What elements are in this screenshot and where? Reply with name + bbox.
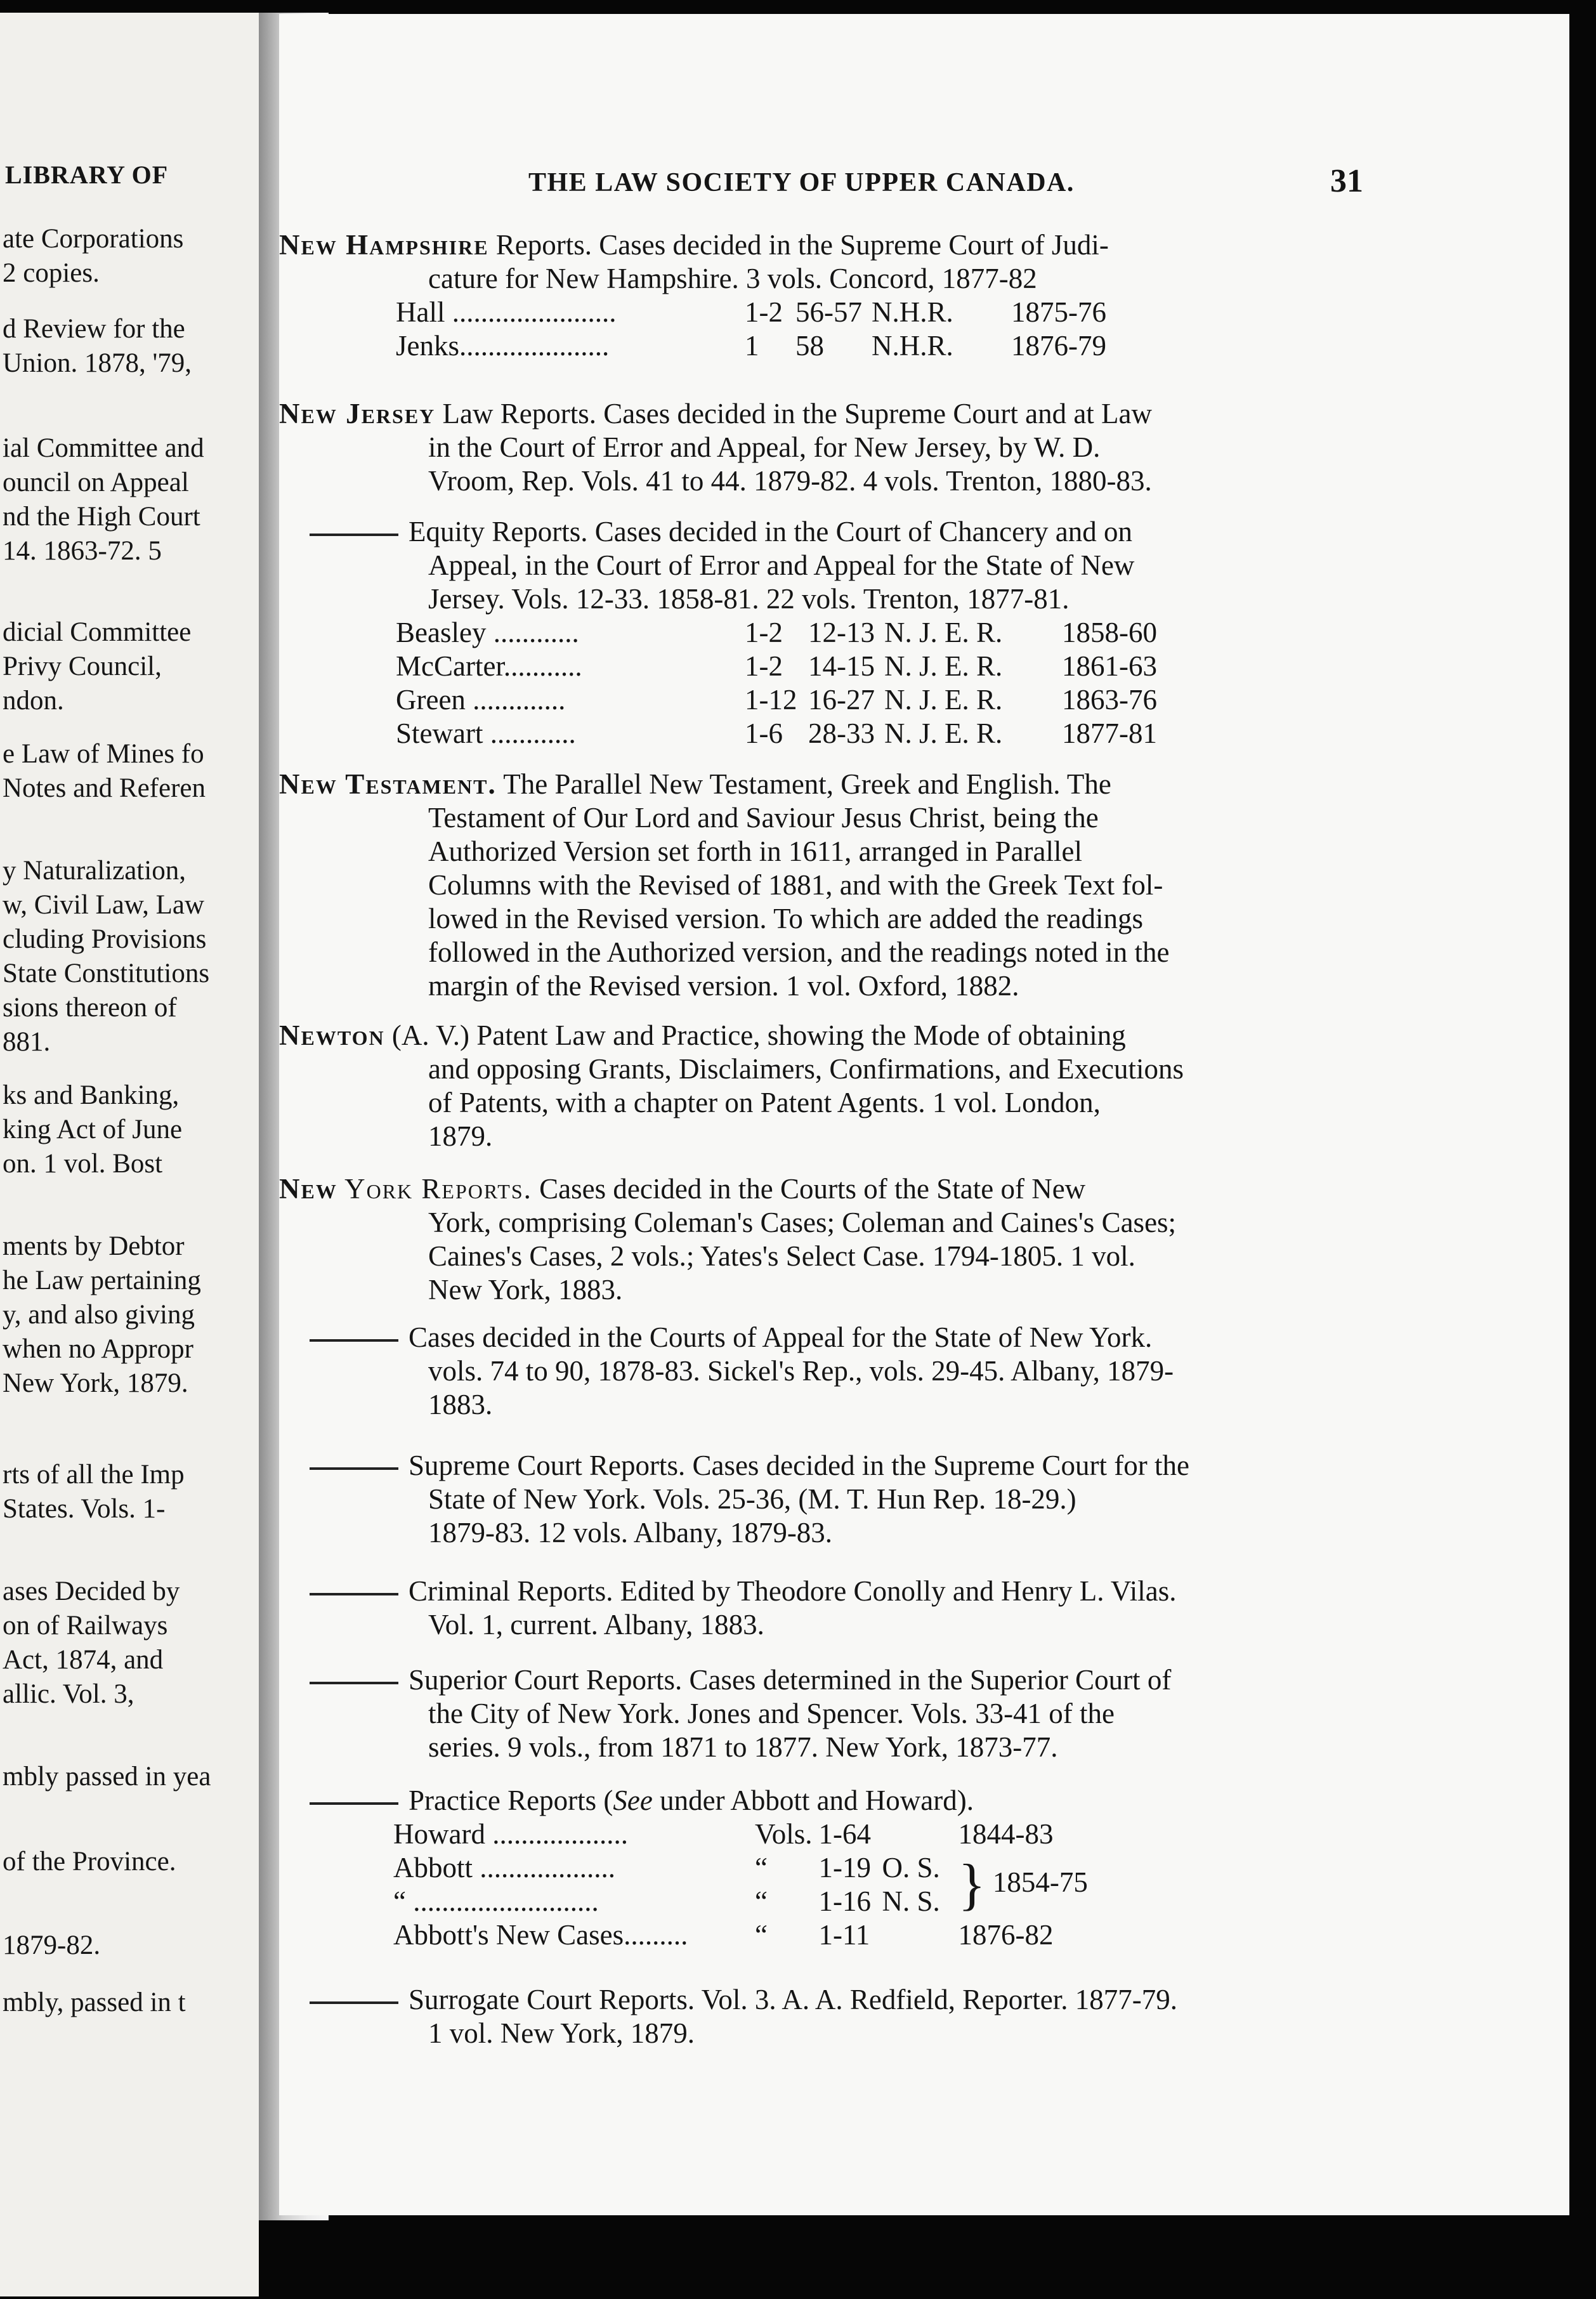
series-abbrev: [882, 1918, 958, 1952]
volume-range: 1-2: [745, 296, 783, 328]
page-number: 31: [1330, 163, 1363, 199]
years: 1877-81: [1062, 717, 1157, 749]
left-fragment: 2 copies.: [3, 258, 100, 288]
entry-heading: New Jersey: [279, 398, 436, 429]
left-fragment: Privy Council,: [3, 652, 162, 681]
years: 1861-63: [1062, 650, 1157, 682]
years: 1854-75: [992, 1866, 1088, 1898]
volume-table: [396, 616, 1163, 750]
bracketed-years: [958, 1851, 1094, 1918]
ditto-dash: [310, 1467, 398, 1470]
volume-range: 1-2: [745, 617, 783, 648]
ditto-dash: [310, 534, 398, 536]
entry-text: 1879-83. 12 vols. Albany, 1879-83.: [428, 1517, 833, 1549]
entry-text: under Abbott and Howard).: [652, 1785, 974, 1816]
reporter-name: Jenks.....................: [396, 330, 610, 362]
volume-table: [396, 296, 1113, 363]
volume-row: [396, 717, 1163, 750]
entry-text: Columns with the Revised of 1881, and with the Greek Text fol-: [428, 869, 1163, 901]
volume-row: [396, 683, 1163, 717]
left-fragment: 1879-82.: [3, 1930, 101, 1960]
entry-text: Cases decided in the Courts of the State of New: [532, 1173, 1086, 1205]
series-volumes: 58: [795, 330, 824, 362]
entry-text: Testament of Our Lord and Saviour Jesus Christ, being the: [428, 802, 1099, 834]
entry-text: cature for New Hampshire. 3 vols. Concord, 1877-82: [428, 263, 1037, 294]
entry-ny-criminal: [279, 1575, 1370, 1642]
ditto-dash: [310, 1593, 398, 1595]
reporter-name: Green .............: [396, 684, 566, 716]
left-fragment: ouncil on Appeal: [3, 468, 189, 497]
volume-row: [393, 1818, 1094, 1851]
left-fragment: d Review for the: [3, 314, 185, 344]
volume-label: Vols.: [755, 1818, 813, 1850]
reporter-name: “ ..........................: [393, 1885, 599, 1917]
entry-text: the City of New York. Jones and Spencer. Vols. 33-41 of the: [428, 1698, 1115, 1729]
left-fragment: Act, 1874, and: [3, 1645, 164, 1675]
volume-range: 1: [745, 330, 759, 362]
left-facing-page: [0, 13, 259, 2296]
left-fragment: e Law of Mines fo: [3, 739, 204, 769]
volume-row: [396, 616, 1163, 650]
series-abbrev: N.H.R.: [872, 330, 953, 362]
reporter-name: McCarter...........: [396, 650, 582, 682]
entry-text: Equity Reports. Cases decided in the Court of Chancery and on: [409, 516, 1132, 547]
left-fragment: ial Committee and: [3, 433, 204, 463]
left-fragment: ases Decided by: [3, 1576, 180, 1606]
left-fragment: State Constitutions: [3, 959, 210, 988]
left-fragment: ate Corporations: [3, 224, 184, 254]
ditto-dash: [310, 1339, 398, 1342]
entry-text: 1883.: [428, 1389, 493, 1420]
left-fragment: y, and also giving: [3, 1300, 195, 1330]
left-fragment: 881.: [3, 1027, 51, 1057]
entry-text: Vroom, Rep. Vols. 41 to 44. 1879-82. 4 vols. Trenton, 1880-83.: [428, 465, 1152, 497]
volume-range: 1-2: [745, 650, 783, 682]
entry-heading: New: [279, 1173, 337, 1205]
left-fragment: when no Appropr: [3, 1334, 193, 1364]
left-fragment: y Naturalization,: [3, 856, 186, 886]
series-volumes: 16-27: [808, 684, 875, 716]
entry-text: Practice Reports (: [409, 1785, 613, 1816]
left-fragment: cluding Provisions: [3, 924, 207, 954]
series-abbrev: N. J. E. R.: [884, 684, 1003, 716]
left-fragment: New York, 1879.: [3, 1368, 188, 1398]
entry-text: Reports. Cases decided in the Supreme Court of Judi-: [488, 229, 1109, 261]
entry-new-hampshire: [279, 228, 1370, 363]
years: 1863-76: [1062, 684, 1157, 716]
series-volumes: 56-57: [795, 296, 862, 328]
left-page-header: LIBRARY OF: [5, 160, 169, 189]
volume-range: 1-64: [818, 1818, 871, 1850]
entry-newton: [279, 1019, 1370, 1153]
entry-text: Appeal, in the Court of Error and Appeal for the State of New: [428, 549, 1135, 581]
left-fragment: nd the High Court: [3, 502, 200, 532]
volume-row: [396, 296, 1113, 329]
entry-ny-surrogate: [279, 1983, 1370, 2050]
left-fragment: ments by Debtor: [3, 1231, 185, 1261]
volume-row: [393, 1851, 1094, 1885]
left-fragment: rts of all the Imp: [3, 1460, 185, 1490]
brace-icon: }: [958, 1853, 986, 1916]
left-fragment: sions thereon of: [3, 993, 177, 1023]
left-fragment: he Law pertaining: [3, 1266, 201, 1295]
entry-text: Authorized Version set forth in 1611, arranged in Parallel: [428, 835, 1082, 867]
left-fragment: on of Railways: [3, 1611, 168, 1641]
volume-range: 1-11: [818, 1919, 870, 1951]
left-fragment: Union. 1878, '79,: [3, 348, 192, 378]
entry-text: Superior Court Reports. Cases determined in the Superior Court of: [409, 1664, 1172, 1696]
entry-heading: New Hampshire: [279, 229, 489, 261]
years: 1876-82: [958, 1919, 1054, 1951]
entry-text: vols. 74 to 90, 1878-83. Sickel's Rep., vols. 29-45. Albany, 1879-: [428, 1355, 1174, 1387]
entry-new-testament: [279, 768, 1370, 1003]
left-fragment: dicial Committee: [3, 617, 192, 647]
entry-heading: Newton: [279, 1019, 385, 1051]
series-volumes: 28-33: [808, 717, 875, 749]
series-abbrev: N. S.: [882, 1885, 940, 1917]
years: 1858-60: [1062, 617, 1157, 648]
series-abbrev: N.H.R.: [872, 296, 953, 328]
reporter-name: Abbott's New Cases.........: [393, 1919, 688, 1951]
left-fragment: of the Province.: [3, 1847, 176, 1877]
left-fragment: mbly passed in yea: [3, 1762, 211, 1791]
entry-text: 1879.: [428, 1120, 493, 1152]
ditto-mark: “: [755, 1919, 768, 1951]
series-volumes: 12-13: [808, 617, 875, 648]
left-fragment: ks and Banking,: [3, 1080, 180, 1110]
entry-text: series. 9 vols., from 1871 to 1877. New York, 1873-77.: [428, 1731, 1058, 1763]
entry-nj-equity: [279, 515, 1370, 750]
entry-text: (A. V.) Patent Law and Practice, showing the Mode of obtaining: [384, 1019, 1126, 1051]
left-fragment: w, Civil Law, Law: [3, 890, 205, 920]
reporter-name: Abbott ...................: [393, 1852, 616, 1883]
series-abbrev: N. J. E. R.: [884, 617, 1003, 648]
running-title: THE LAW SOCIETY OF UPPER CANADA.: [528, 168, 1075, 197]
volume-row: [396, 650, 1163, 683]
entry-text: The Parallel New Testament, Greek and English. The: [496, 768, 1111, 800]
ditto-dash: [310, 1802, 398, 1805]
entry-heading: New Testament.: [279, 768, 497, 800]
page-header: [279, 159, 1380, 209]
volume-table: [393, 1818, 1094, 1952]
entry-text: Jersey. Vols. 12-33. 1858-81. 22 vols. Trenton, 1877-81.: [428, 583, 1069, 615]
entry-text: of Patents, with a chapter on Patent Agents. 1 vol. London,: [428, 1087, 1101, 1118]
series-abbrev: N. J. E. R.: [884, 650, 1003, 682]
entry-text: New York, 1883.: [428, 1274, 623, 1306]
right-page: [279, 14, 1569, 2215]
left-fragment: Notes and Referen: [3, 773, 206, 803]
entry-ny-superior: [279, 1663, 1370, 1764]
volume-range: 1-12: [745, 684, 797, 716]
entry-text: Cases decided in the Courts of Appeal for the State of New York.: [409, 1321, 1153, 1353]
entry-text: Criminal Reports. Edited by Theodore Conolly and Henry L. Vilas.: [409, 1575, 1177, 1607]
ditto-mark: “: [755, 1885, 768, 1917]
volume-range: 1-6: [745, 717, 783, 749]
left-fragment: on. 1 vol. Bost: [3, 1149, 163, 1179]
left-fragment: allic. Vol. 3,: [3, 1679, 134, 1709]
series-volumes: 14-15: [808, 650, 875, 682]
reporter-name: Hall .......................: [396, 296, 617, 328]
reporter-name: Beasley ............: [396, 617, 579, 648]
entry-text: York, comprising Coleman's Cases; Coleman and Caines's Cases;: [428, 1207, 1177, 1238]
series-abbrev: [882, 1818, 958, 1851]
entry-text: State of New York. Vols. 25-36, (M. T. Hun Rep. 18-29.): [428, 1483, 1076, 1515]
years: 1875-76: [1011, 296, 1106, 328]
volume-range: 1-19: [818, 1852, 871, 1883]
entry-text: Law Reports. Cases decided in the Supreme Court and at Law: [435, 398, 1152, 429]
volume-range: 1-16: [818, 1885, 871, 1917]
entry-new-jersey: [279, 397, 1370, 498]
series-abbrev: N. J. E. R.: [884, 717, 1003, 749]
entry-heading-rest: York Reports.: [344, 1173, 532, 1205]
entry-text: in the Court of Error and Appeal, for New Jersey, by W. D.: [428, 431, 1101, 463]
entry-text: and opposing Grants, Disclaimers, Confirmations, and Executions: [428, 1053, 1184, 1085]
entry-text: Caines's Cases, 2 vols.; Yates's Select Case. 1794-1805. 1 vol.: [428, 1240, 1135, 1272]
left-fragment: States. Vols. 1-: [3, 1494, 166, 1524]
series-abbrev: O. S.: [882, 1852, 940, 1883]
volume-row: [393, 1918, 1094, 1952]
ditto-mark: “: [755, 1852, 768, 1883]
ditto-dash: [310, 2001, 398, 2004]
volume-row: [396, 329, 1113, 363]
left-fragment: ndon.: [3, 686, 64, 716]
entry-text: lowed in the Revised version. To which are added the readings: [428, 903, 1143, 934]
years: 1876-79: [1011, 330, 1106, 362]
left-fragment: mbly, passed in t: [3, 1988, 186, 2017]
entry-see: See: [613, 1785, 653, 1816]
left-fragment: 14. 1863-72. 5: [3, 536, 162, 566]
entry-text: Surrogate Court Reports. Vol. 3. A. A. Redfield, Reporter. 1877-79.: [409, 1984, 1177, 2015]
entry-text: Vol. 1, current. Albany, 1883.: [428, 1609, 764, 1641]
left-fragment: king Act of June: [3, 1115, 183, 1144]
entry-ny-supreme: [279, 1449, 1370, 1550]
entry-text: followed in the Authorized version, and the readings noted in the: [428, 936, 1170, 968]
ditto-dash: [310, 1682, 398, 1684]
entry-text: 1 vol. New York, 1879.: [428, 2017, 695, 2049]
entry-ny-appeals: [279, 1321, 1370, 1422]
entry-ny-practice: [279, 1784, 1370, 1952]
entry-new-york-reports: [279, 1172, 1370, 1307]
reporter-name: Stewart ............: [396, 717, 576, 749]
reporter-name: Howard ...................: [393, 1818, 628, 1850]
entry-text: Supreme Court Reports. Cases decided in the Supreme Court for the: [409, 1450, 1189, 1481]
entry-text: margin of the Revised version. 1 vol. Oxford, 1882.: [428, 970, 1019, 1002]
years: 1844-83: [958, 1818, 1054, 1850]
